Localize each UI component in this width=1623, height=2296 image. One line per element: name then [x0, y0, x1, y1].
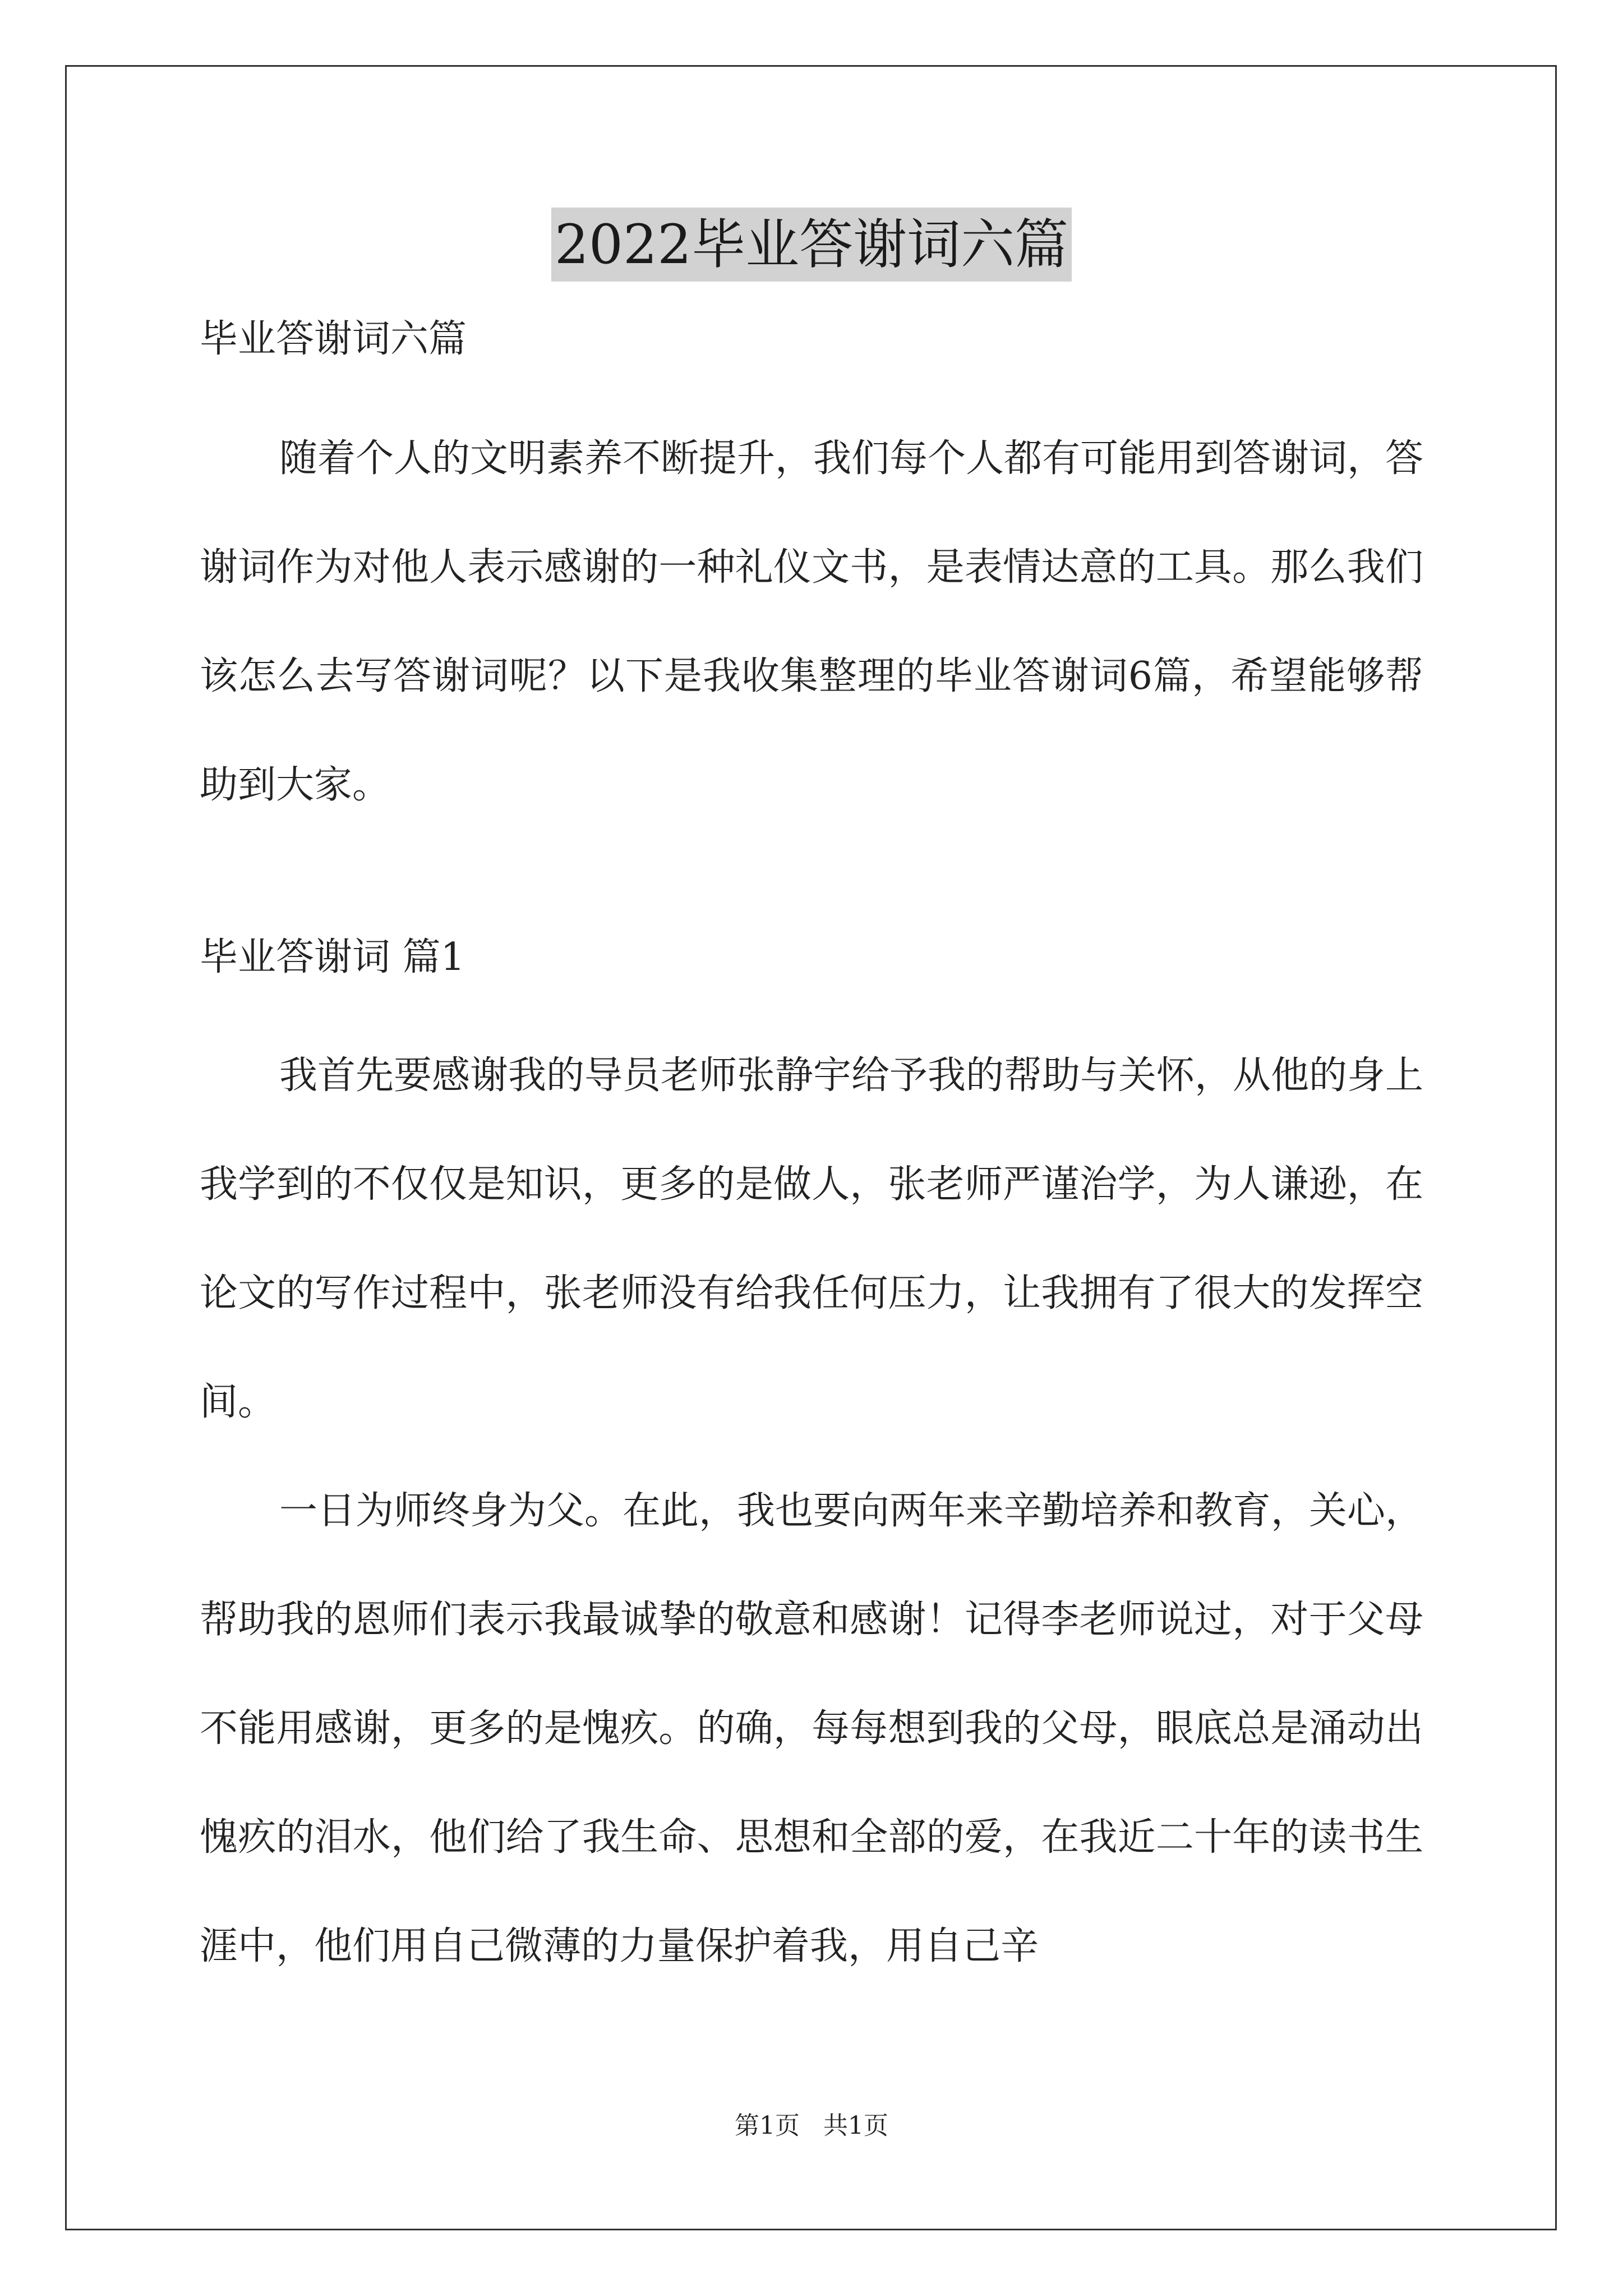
body-paragraph-2: 一日为师终身为父。在此，我也要向两年来辛勤培养和教育，关心，帮助我的恩师们表示我最诚挚的敬意和感谢！记得李老师说过，对于父母不能用感谢，更多的是愧疚。的确，每每想到我的父母，眼底总是涌动出愧疚的泪水，他们给了我生命、思想和全部的爱，在我近二十年的读书生涯中，他们用自己微薄的力量保护着我，用自己辛 — [200, 1489, 1424, 1968]
title-container — [0, 208, 1623, 282]
page-number: 第1页 — [735, 2111, 800, 2140]
section-heading: 毕业答谢词 篇1 — [200, 935, 465, 979]
body-paragraph-1: 我首先要感谢我的导员老师张静宇给予我的帮助与关怀，从他的身上我学到的不仅仅是知识，更多的是做人，张老师严谨治学，为人谦逊，在论文的写作过程中，张老师没有给我任何压力，让我拥有了很大的发挥空间。 — [200, 1053, 1424, 1424]
intro-paragraph: 随着个人的文明素养不断提升，我们每个人都有可能用到答谢词，答谢词作为对他人表示感谢的一种礼仪文书，是表情达意的工具。那么我们该怎么去写答谢词呢？以下是我收集整理的毕业答谢词6篇，希望能够帮助到大家。 — [200, 436, 1424, 807]
document-body — [200, 311, 1423, 2001]
document-subtitle: 毕业答谢词六篇 — [200, 317, 467, 361]
page-footer — [0, 2109, 1623, 2143]
page-total: 共1页 — [823, 2111, 888, 2140]
document-title: 2022毕业答谢词六篇 — [551, 208, 1072, 282]
